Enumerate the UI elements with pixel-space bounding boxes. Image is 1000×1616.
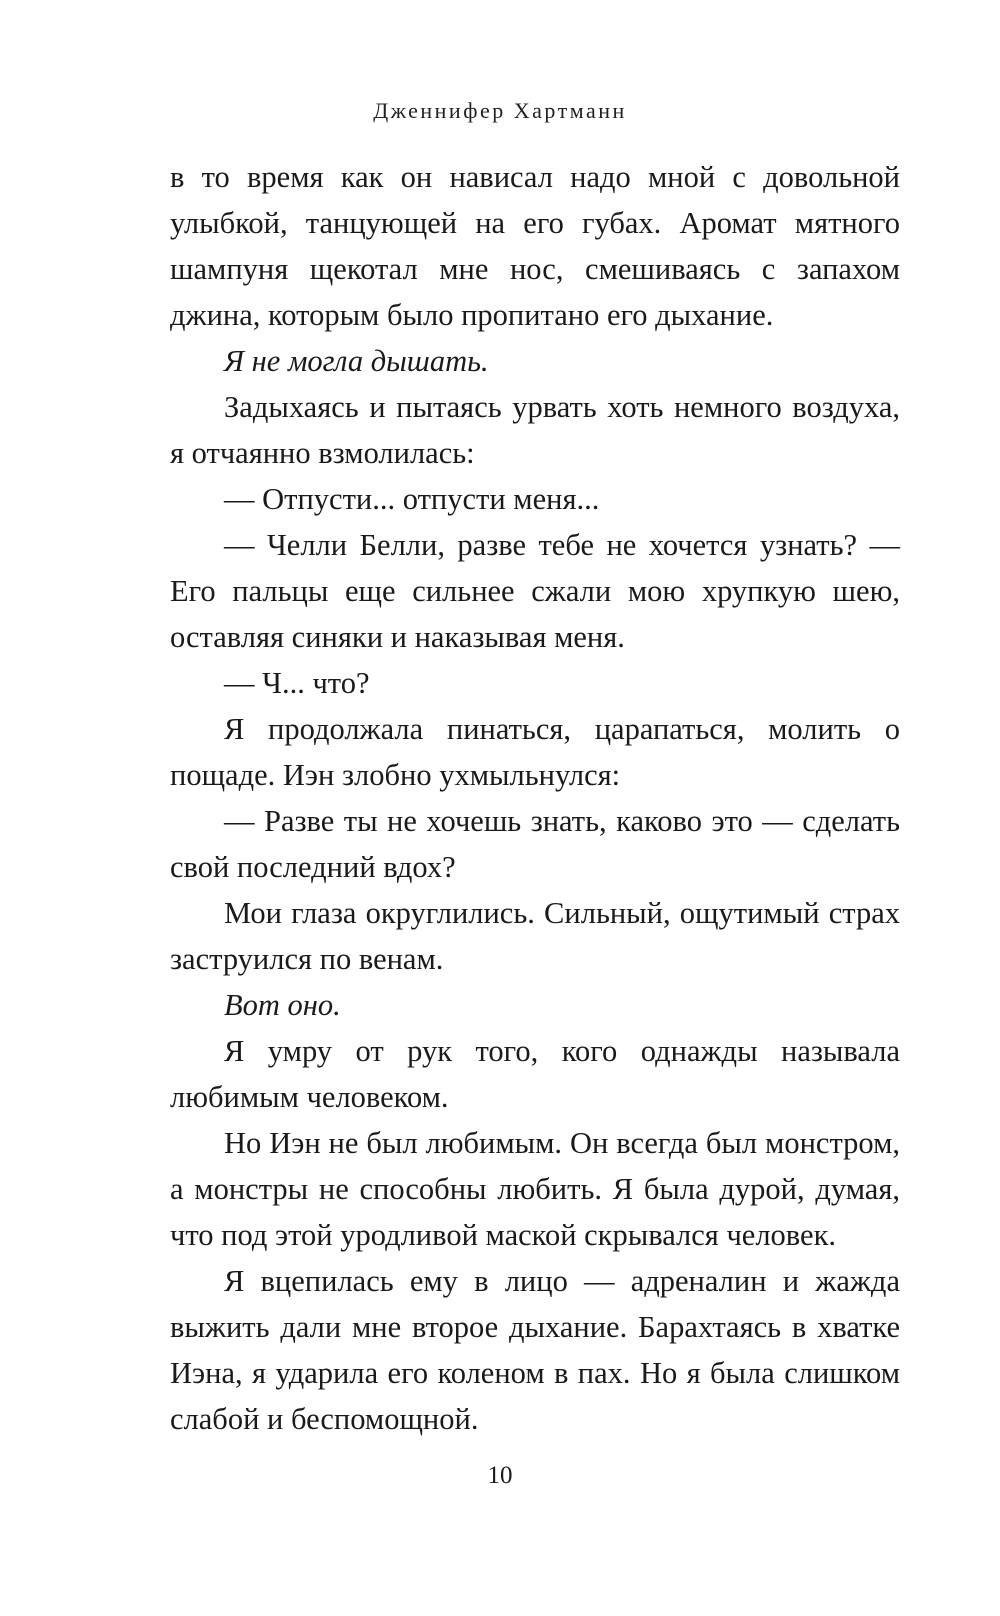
dialogue-line: — Разве ты не хочешь знать, каково это — сделать свой последний вдох? [170, 804, 900, 884]
paragraph: Я умру от рук того, кого однажды называла любимым человеком. [170, 1034, 900, 1114]
paragraph: Я продолжала пинаться, царапаться, молить о пощаде. Иэн злобно ухмыльнулся: [170, 712, 900, 792]
body-text [170, 154, 900, 1442]
paragraph-italic: Я не могла дышать. [224, 344, 489, 378]
page-number: 10 [487, 1462, 513, 1489]
paragraph-italic: Вот оно. [224, 988, 341, 1022]
paragraph: Но Иэн не был любимым. Он всегда был монстром, а монстры не способны любить. Я была дурой, думая, что под этой уродливой маской скрывался человек. [170, 1126, 900, 1252]
paragraph: Мои глаза округлились. Сильный, ощутимый страх заструился по венам. [170, 896, 900, 976]
paragraph: Я вцепилась ему в лицо — адреналин и жажда выжить дали мне второе дыхание. Барахтаясь в хватке Иэна, я ударила его коленом в пах. Но я была слишком слабой и беспомощной. [170, 1264, 900, 1436]
paragraph: Задыхаясь и пытаясь урвать хоть немного воздуха, я отчаянно взмолилась: [170, 390, 900, 470]
dialogue-line: — Ч... что? [224, 666, 370, 700]
running-head-author: Дженнифер Хартманн [373, 98, 627, 123]
paragraph: в то время как он нависал надо мной с довольной улыбкой, танцующей на его губах. Аромат мятного шампуня щекотал мне нос, смешиваясь с запахом джина, которым было пропитано его дыхание. [170, 160, 900, 332]
dialogue-line: — Челли Белли, разве тебе не хочется узнать? — Его пальцы еще сильнее сжали мою хрупкую шею, оставляя синяки и наказывая меня. [170, 528, 900, 654]
dialogue-line: — Отпусти... отпусти меня... [224, 482, 600, 516]
